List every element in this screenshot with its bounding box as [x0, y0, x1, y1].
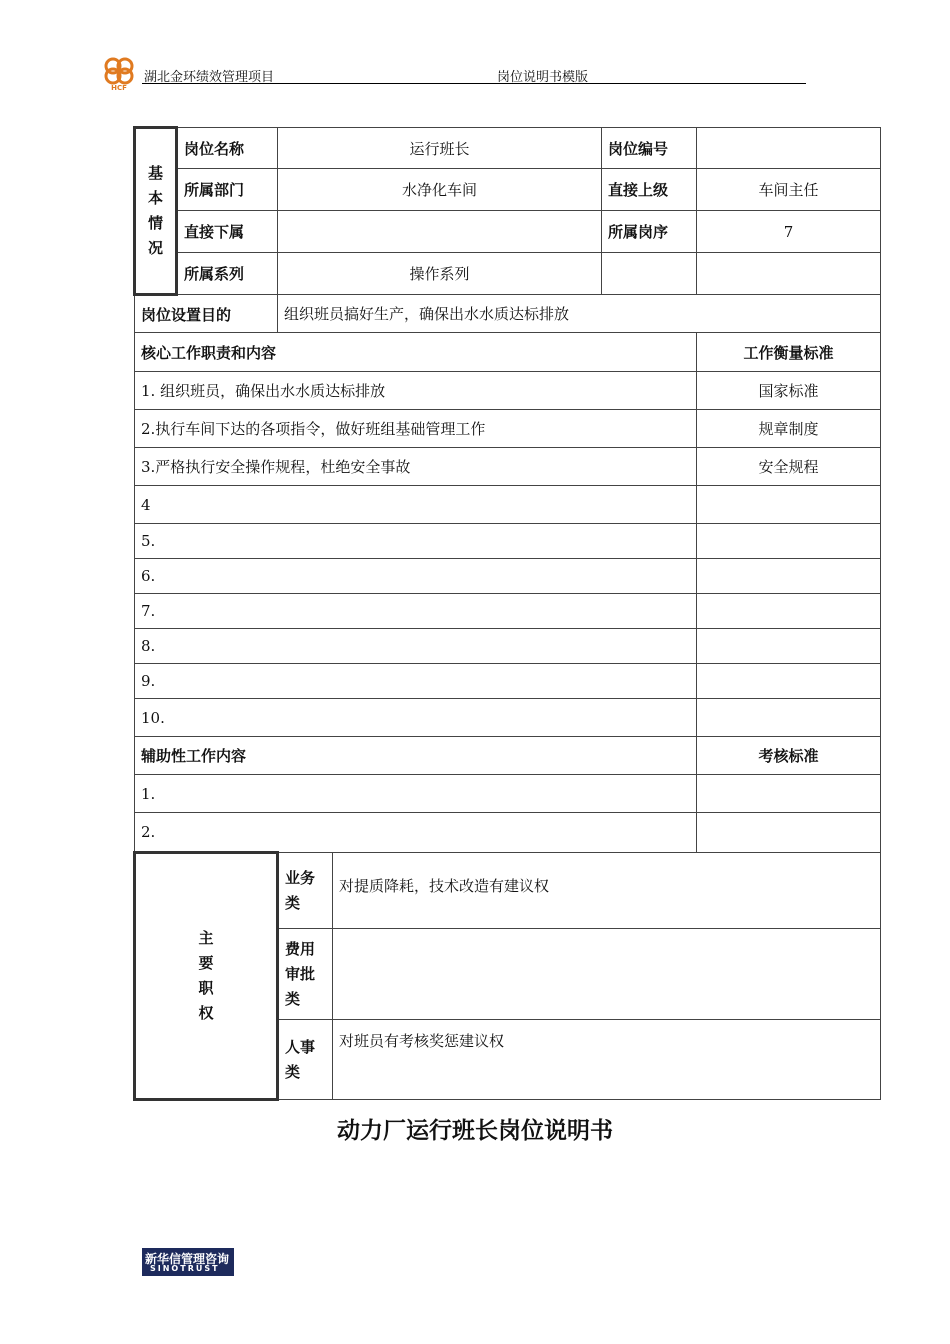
label-position-rank: 所属岗序 [602, 211, 697, 253]
core-standard-7 [697, 594, 881, 629]
aux-item-2: 2. [135, 813, 697, 853]
core-item-1: 1. 组织班员，确保出水水质达标排放 [135, 372, 697, 410]
document-title: 动力厂运行班长岗位说明书 [337, 1118, 613, 1144]
authority-category-business: 业务类 [278, 853, 333, 929]
header-company: 湖北金环绩效管理项目 [144, 70, 275, 85]
core-standard-5 [697, 524, 881, 559]
core-duties-header: 核心工作职责和内容 [135, 333, 697, 372]
core-standard-8 [697, 629, 881, 664]
header-rule [142, 83, 806, 84]
core-item-7: 7. [135, 594, 697, 629]
value-purpose: 组织班员搞好生产，确保出水水质达标排放 [278, 295, 881, 333]
label-purpose: 岗位设置目的 [135, 295, 278, 333]
core-standard-4 [697, 486, 881, 524]
aux-item-1: 1. [135, 775, 697, 813]
core-item-3: 3.严格执行安全操作规程，杜绝安全事故 [135, 448, 697, 486]
core-standard-header: 工作衡量标准 [697, 333, 881, 372]
label-department: 所属部门 [177, 169, 278, 211]
empty-cell [602, 253, 697, 295]
core-standard-1: 国家标准 [697, 372, 881, 410]
core-standard-6 [697, 559, 881, 594]
empty-cell [697, 253, 881, 295]
aux-standard-1 [697, 775, 881, 813]
core-item-5: 5. [135, 524, 697, 559]
core-item-4: 4 [135, 486, 697, 524]
core-item-8: 8. [135, 629, 697, 664]
core-item-2: 2.执行车间下达的各项指令，做好班组基础管理工作 [135, 410, 697, 448]
hcf-logo [100, 54, 138, 92]
aux-standard-header: 考核标准 [697, 737, 881, 775]
aux-duties-header: 辅助性工作内容 [135, 737, 697, 775]
core-standard-2: 规章制度 [697, 410, 881, 448]
sinotrust-logo [142, 1248, 234, 1276]
footer-logo-cn: 新华信管理咨询 [145, 1252, 230, 1266]
label-position-code: 岗位编号 [602, 128, 697, 169]
authority-value-expense [333, 929, 881, 1020]
value-series: 操作系列 [278, 253, 602, 295]
value-position-name: 运行班长 [278, 128, 602, 169]
core-standard-3: 安全规程 [697, 448, 881, 486]
svg-text:HCF: HCF [111, 84, 127, 92]
authority-section-label: 主 要 职 权 [135, 853, 278, 1100]
label-subordinates: 直接下属 [177, 211, 278, 253]
core-item-6: 6. [135, 559, 697, 594]
authority-category-expense: 费用审批类 [278, 929, 333, 1020]
authority-value-personnel: 对班员有考核奖惩建议权 [333, 1020, 881, 1100]
value-department: 水净化车间 [278, 169, 602, 211]
core-standard-9 [697, 664, 881, 699]
job-description-form [133, 126, 879, 1104]
value-supervisor: 车间主任 [697, 169, 881, 211]
label-series: 所属系列 [177, 253, 278, 295]
label-position-name: 岗位名称 [177, 128, 278, 169]
footer-logo-en: SINOTRUST [150, 1264, 220, 1273]
core-item-10: 10. [135, 699, 697, 737]
aux-standard-2 [697, 813, 881, 853]
value-position-code [697, 128, 881, 169]
value-position-rank: 7 [697, 211, 881, 253]
authority-value-business: 对提质降耗，技术改造有建议权 [333, 853, 881, 929]
value-subordinates [278, 211, 602, 253]
authority-category-personnel: 人事类 [278, 1020, 333, 1100]
core-standard-10 [697, 699, 881, 737]
header-doc-type: 岗位说明书模版 [497, 70, 589, 85]
label-supervisor: 直接上级 [602, 169, 697, 211]
core-item-9: 9. [135, 664, 697, 699]
basic-section-label: 基 本 情 况 [135, 128, 177, 295]
